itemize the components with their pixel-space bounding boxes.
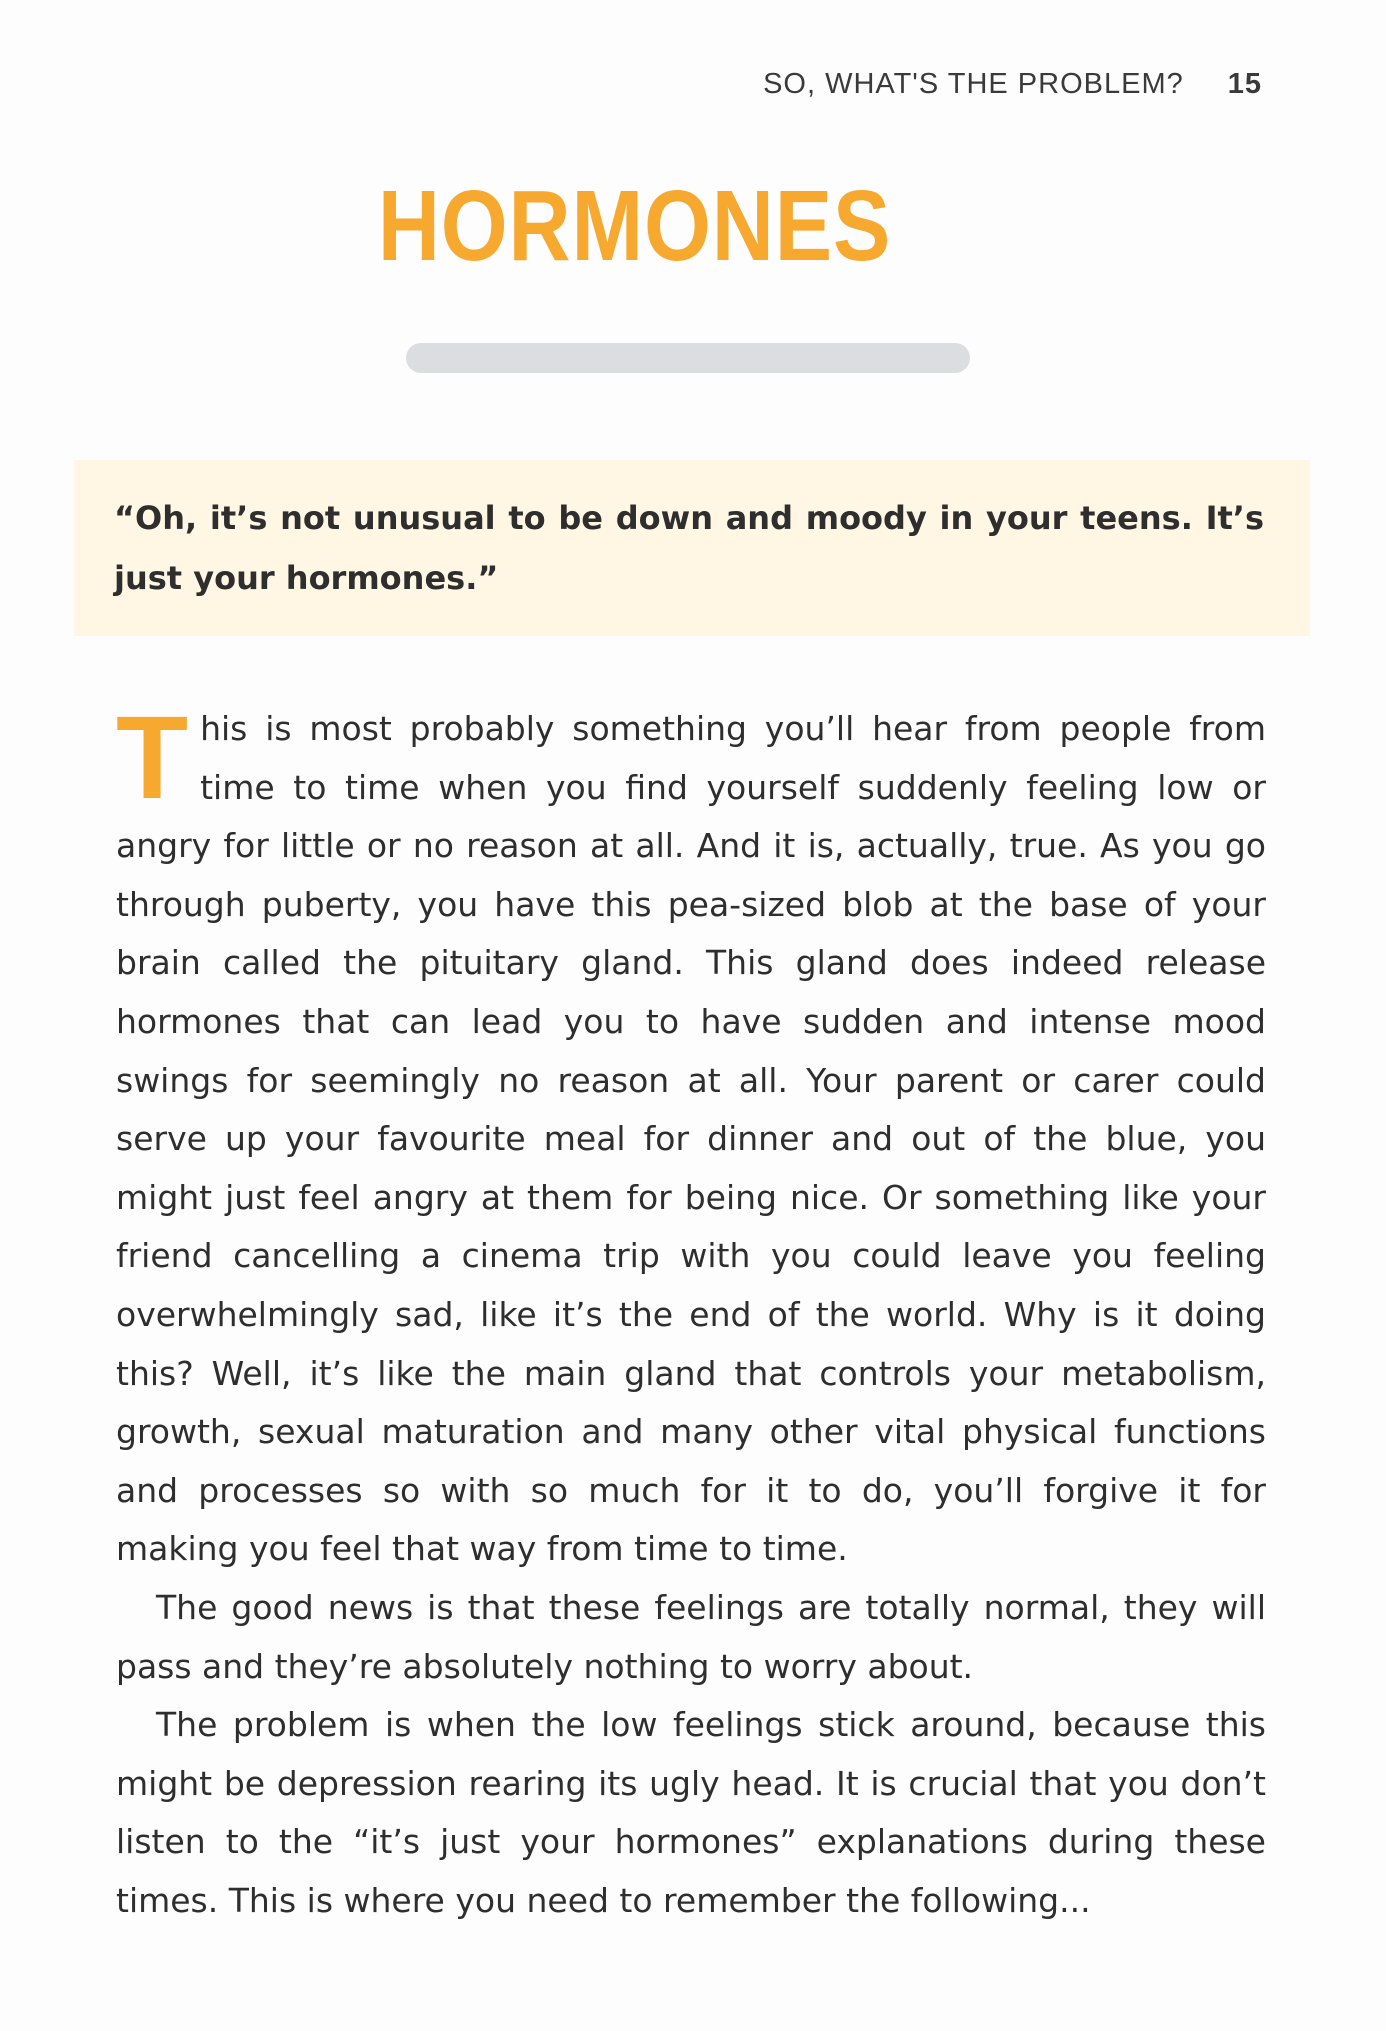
pull-quote-text: “Oh, it’s not unusual to be down and moody in your teens. It’s just your hormones.”: [114, 499, 1264, 597]
paragraph-1: [116, 692, 1266, 1579]
title-underline-bar: [406, 343, 970, 373]
paragraph-3: The problem is when the low feelings stick around, because this might be depression rearing its ugly head. It is crucial that you don’t listen to the “it’s just your hormones” explanations during these times. This is where you need to remember the following...: [116, 1705, 1266, 1920]
paragraph-1-text: his is most probably something you’ll hear from people from time to time when you find yourself suddenly feeling low or angry for little or no reason at all. And it is, actually, true. As you go through puberty, you have this pea-sized blob at the base of your brain called the pituitary gland. This gland does indeed release hormones that can lead you to have sudden and intense mood swings for seemingly no reason at all. Your parent or carer could serve up your favourite meal for dinner and out of the blue, you might just feel angry at them for being nice. Or something like your friend cancelling a cinema trip with you could leave you feeling overwhelmingly sad, like it’s the end of the world. Why is it doing this? Well, it’s like the main gland that controls your metabolism, growth, sexual maturation and many other vital physical functions and processes so with so much for it to do, you’ll forgive it for making you feel that way from time to time.: [116, 709, 1266, 1569]
body-text: [116, 692, 1266, 1930]
running-header: [763, 68, 1262, 101]
paragraph-2: The good news is that these feelings are totally normal, they will pass and they’re absolutely nothing to worry about.: [116, 1587, 1266, 1686]
drop-cap: T: [116, 692, 189, 824]
page-number: 15: [1227, 68, 1262, 100]
section-title: SO, WHAT'S THE PROBLEM?: [763, 68, 1184, 100]
chapter-title: HORMONES: [377, 170, 892, 282]
